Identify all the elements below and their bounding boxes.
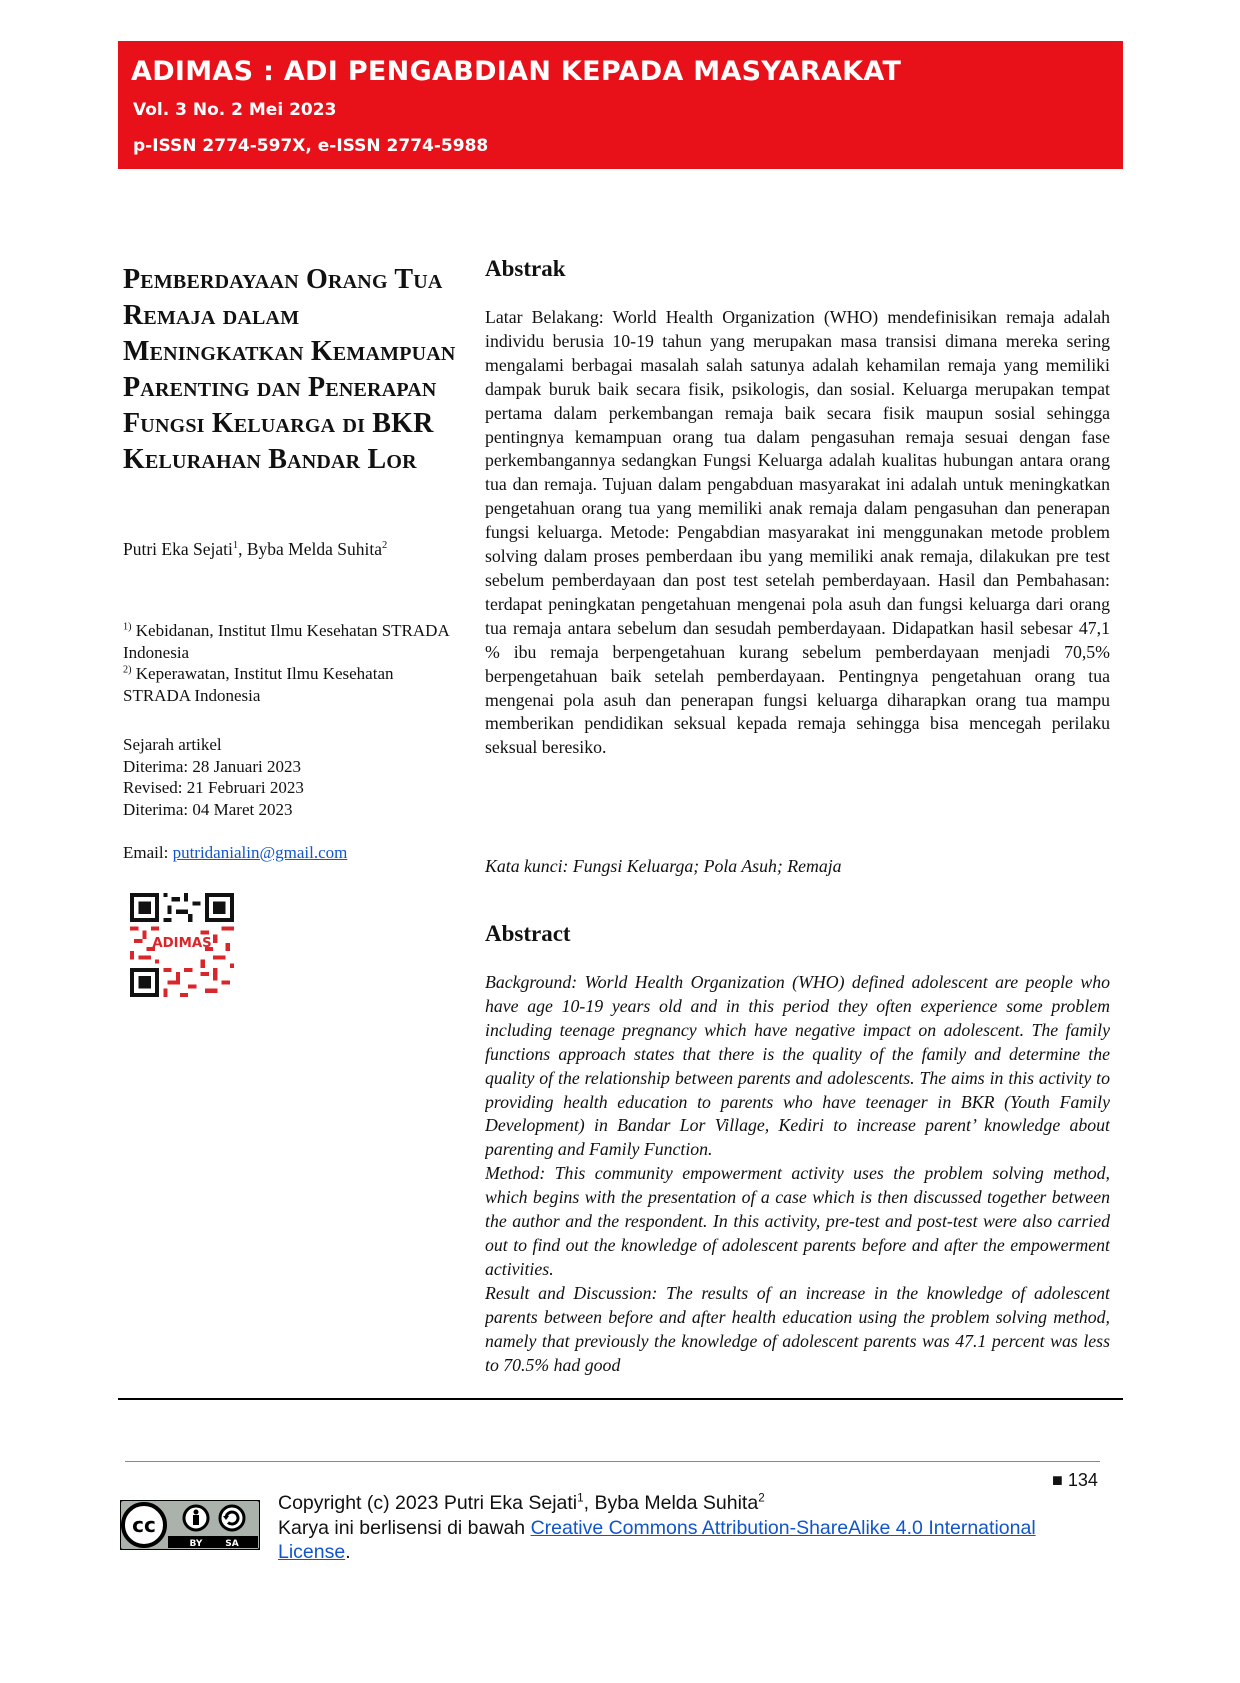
abstract-heading: Abstract [485,921,571,946]
email-link[interactable]: putridanialin@gmail.com [172,843,348,862]
author-name: Byba Melda Suhita [246,539,382,559]
qr-label: ADIMAS [152,936,212,952]
author-affil-mark: 2 [381,540,388,552]
journal-volume: Vol. 3 No. 2 Mei 2023 [133,100,337,120]
page-number: ■ 134 [1052,1470,1098,1490]
cc-by-label: BY [189,1539,203,1549]
article-history [123,734,453,820]
journal-issn: p-ISSN 2774-597X, e-ISSN 2774-5988 [133,136,489,156]
accepted-date: Diterima: 04 Maret 2023 [123,799,293,819]
abstract-method: Method: This community empowerment activity uses the problem solving method, which begins with the presentation of a case which is then discussed together between the author and the respondent. In this activity, pre-test and post-test were also carried out to find out the knowledge of adolescent parents before and after the empowerment activities. [485,1163,1110,1279]
affiliation-text: Kebidanan, Institut Ilmu Kesehatan STRADA Indonesia [123,621,449,662]
journal-banner [118,41,1123,169]
paper-title: Pemberdayaan Orang Tua Remaja dalam Meningkatkan Kemampuan Parenting dan Penerapan Fungsi Keluarga di BKR Kelurahan Bandar Lor [123,264,456,475]
received-date: Diterima: 28 Januari 2023 [123,756,301,776]
abstrak-text: Latar Belakang: World Health Organization (WHO) mendefinisikan remaja adalah individu berusia 10-19 tahun yang merupakan masa transisi dimana mereka sering mengalami berbagai masalah salah satunya adalah kehamilan remaja yang memiliki dampak buruk baik secara fisik, psikologis, dan sosial. Keluarga merupakan tempat pertama dalam perkembangan remaja baik secara fisik maupun sosial sehingga pentingnya kemampuan orang tua dalam pengasuhan remaja sesuai dengan fase perkembangannya sedangkan Fungsi Keluarga adalah kualitas hubungan antara orang tua dan remaja. Tujuan dalam pengabduan masyarakat ini adalah untuk meningkatkan pengetahuan orang tua yang memiliki anak remaja dalam pengasuhan dan penerapan fungsi keluarga. Metode: Pengabdian masyarakat ini menggunakan metode problem solving dalam proses pemberdaan ibu yang memiliki anak remaja, dilakukan pre test sebelum pemberdayaan dan post test setelah pemberdayaan. Hasil dan Pembahasan: terdapat peningkatan pengetahuan mengenai pola asuh dan fungsi keluarga dari orang tua remaja antara sebelum dan sesudah pemberdayaan. Didapatkan hasil sebesar 47,1 % ibu remaja berpengetahuan kurang sebelum pemberdayaan menjadi 70,5% berpengetahuan baik setelah pemberdayaan. Pentingnya pengetahuan orang tua mengenai pola asuh dan penerapan fungsi keluarga diharapkan orang tua mampu memberikan pendidikan seksual kepada remaja sehingga bisa mencegah perilaku seksual beresiko. [485,307,1110,758]
journal-title: ADIMAS : ADI PENGABDIAN KEPADA MASYARAKAT [131,56,902,87]
abstract-result: Result and Discussion: The results of an increase in the knowledge of adolescent parents between before and after health education using the problem solving method, namely that previously the knowledge of adolescent parents was 47.1 percent was less to 70.5% had good [485,1282,1110,1375]
license-line [278,1516,1108,1565]
qr-code-icon [130,893,234,997]
email-line [123,843,347,863]
copyright-line [278,1491,1108,1516]
content-divider [118,1398,1123,1400]
left-column [123,262,458,478]
affiliations [123,620,453,706]
author-list [123,539,387,560]
license-link[interactable]: Creative Commons Attribution-ShareAlike 4.0 International License [278,1516,1036,1563]
affiliation-item [123,663,453,706]
license-suffix: . [345,1541,351,1563]
author-affil-mark: 1 [232,540,239,552]
cc-by-sa-license-icon[interactable] [120,1500,260,1550]
abstrak-heading-wrap [485,256,1110,282]
copyright-block [278,1491,1108,1565]
affiliation-mark: 2) [123,664,132,676]
history-label: Sejarah artikel [123,735,222,754]
license-prefix: Karya ini berlisensi di bawah [278,1516,531,1539]
revised-date: Revised: 21 Februari 2023 [123,778,304,797]
abstract-text [485,971,1110,1399]
copyright-prefix: Copyright (c) 2023 Putri Eka Sejati [278,1492,578,1514]
copyright-sup: 2 [758,1491,765,1505]
affiliation-mark: 1) [123,621,132,633]
copyright-sup: 1 [577,1491,584,1505]
affiliation-text: Keperawatan, Institut Ilmu Kesehatan STRADA Indonesia [123,664,394,705]
author-name: Putri Eka Sejati [123,539,233,559]
copyright-author2: , Byba Melda Suhita [583,1492,759,1514]
footer-divider [125,1461,1100,1462]
cc-sa-label: SA [225,1539,239,1549]
cc-text: cc [132,1513,156,1537]
keywords-id: Kata kunci: Fungsi Keluarga; Pola Asuh; Remaja [485,856,842,876]
abstrak-heading: Abstrak [485,256,566,281]
abstract-background: Background: World Health Organization (WHO) defined adolescent are people who have age 10-19 years old and in this period they often experience some problem including teenage pregnancy which have negative impact on adolescent. The family functions approach states that there is the quality of the family and determine the quality of the relationship between parents and adolescents. The aims in this activity to providing health education to parents who have teenager in BKR (Youth Family Development) in Bandar Lor Village, Kediri to increase parent’ knowledge about parenting and Family Function. [485,972,1110,1160]
author-separator: , [238,539,247,559]
affiliation-item [123,620,453,663]
abstract-heading-wrap [485,921,571,947]
email-label: Email: [123,843,173,862]
